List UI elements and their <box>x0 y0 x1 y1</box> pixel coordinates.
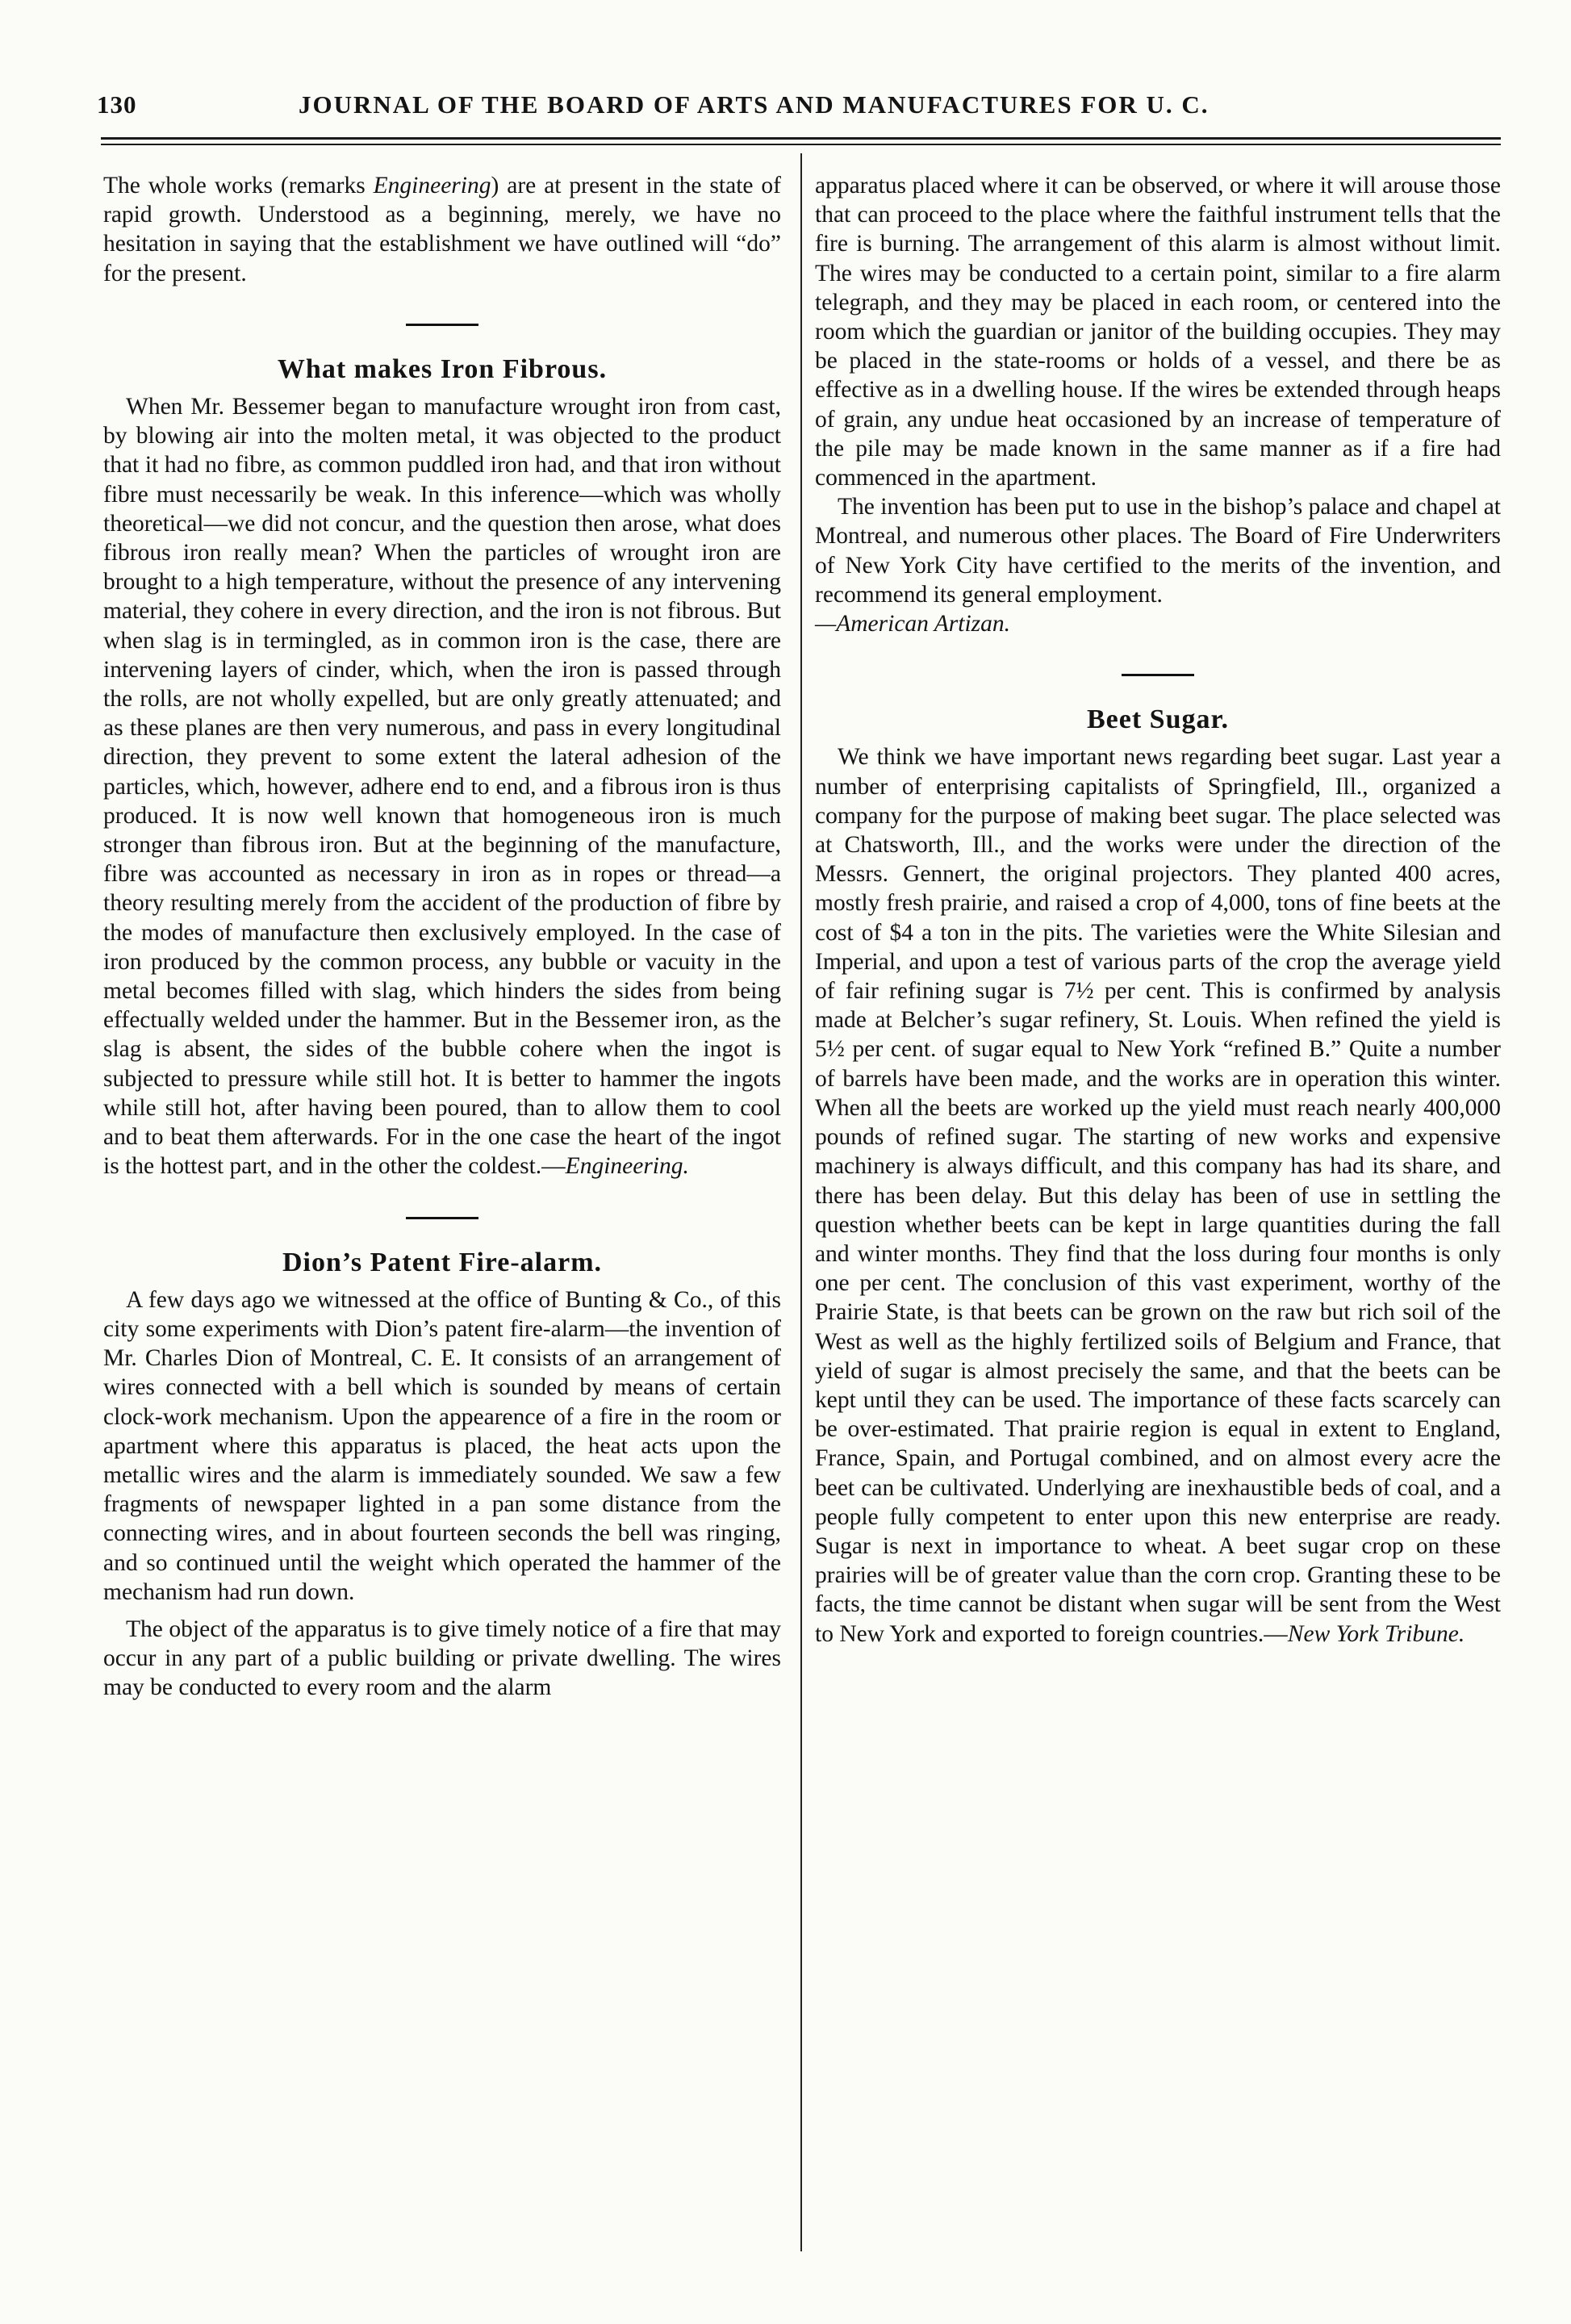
headline-fire-alarm: Dion’s Patent Fire-alarm. <box>282 1247 603 1277</box>
fire-alarm-body-1: A few days ago we witnessed at the office of Bunting & Co., of this city some experiments with Dion’s patent fire-alarm—the invention of Mr. Charles Dion of Montreal, C. E. It consists of an arrangement of wires connected with a bell which is sounded by means of certain clock-work mechanism. Upon the appearence of a fire in the room or apartment where this apparatus is placed, the heat acts upon the metallic wires and the alarm is immediately sounded. We saw a few fragments of newspaper lighted in a pan some distance from the connecting wires, and in about fourteen seconds the bell was ringing, and so continued until the weight which operated the hammer of the mechanism had run down. <box>103 1286 781 1605</box>
running-title: JOURNAL OF THE BOARD OF ARTS AND MANUFACTURES FOR U. C. <box>299 90 1210 119</box>
intro-source: Engineering <box>373 173 491 199</box>
header-rule-thick <box>101 137 1501 140</box>
right-column <box>815 171 1501 1649</box>
section-divider <box>1122 674 1194 676</box>
column-divider <box>800 153 802 2251</box>
fire-alarm-body-4: The invention has been put to use in the bishop’s palace and chapel at Montreal, and numerous other places. The Board of Fire Underwriters of New York City have certified to the merits of the invention, and recommend its general employment. —American Artizan. <box>815 494 1501 637</box>
page-header <box>97 90 1501 127</box>
fire-alarm-body-3: apparatus placed where it can be observed, or where it will arouse those that can proceed to the place where the faithful instrument tells that the fire is burning. The arrangement of this alarm is almost without limit. The wires may be conducted to a certain point, similar to a fire alarm telegraph, and they may be placed in each room, or centered into the room which the guardian or janitor of the building occupies. They may be placed in the state-rooms or holds of a vessel, and there be as effective as in a dwelling house. If the wires be extended through heaps of grain, any undue heat occasioned by an increase of temperature of the pile may be made known in the same manner as if a fire had commenced in the apartment. <box>815 173 1501 491</box>
iron-fibrous-body: When Mr. Bessemer began to manufacture wrought iron from cast, by blowing air into the molten metal, it was objected to the product that it had no fibre, as common puddled iron had, and that iron without fibre must necessarily be weak. In this inference—which was wholly theoretical—we did not concur, and the question then arose, what does fibrous iron really mean? When the particles of wrought iron are brought to a high temperature, without the presence of any intervening material, they cohere in every direction, and the iron is not fibrous. But when slag is in termingled, as in common iron is the case, there are intervening layers of cinder, which, when the iron is passed through the rolls, are not wholly expelled, but are only greatly attenuated; and as these planes are then very numerous, and pass in every longitudinal direction, they prevent to some extent the lateral adhesion of the particles, which, however, adhere end to end, and a fibrous iron is thus produced. It is now well known that homogeneous iron is much stronger than fibrous iron. But at the beginning of the manufacture, fibre was accounted as necessary in iron as in ropes or thread—a theory resulting merely from the accident of the production of fibre by the modes of manufacture then exclusively employed. In the case of iron produced by the common process, any bubble or vacuity in the metal becomes filled with slag, which hinders the sides from being effectually welded under the hammer. But in the Bessemer iron, as the slag is absent, the sides of the bubble cohere when the ingot is subjected to pressure while still hot. It is better to hammer the ingots while still hot, after having been poured, than to allow them to cool and to beat them afterwards. For in the one case the heart of the ingot is the hottest part, and in the other the coldest.—Engineering. <box>103 394 781 1180</box>
intro-paragraph: The whole works (remarks Engineering) are at present in the state of rapid growth. Understood as a beginning, merely, we have no hesitation in saying that the establishment we have outlined will “do” for the present. <box>103 173 781 286</box>
headline-beet-sugar: Beet Sugar. <box>1087 704 1229 735</box>
header-rule-thin <box>101 144 1501 145</box>
headline-iron-fibrous: What makes Iron Fibrous. <box>277 353 608 384</box>
iron-fibrous-credit: Engineering. <box>565 1153 689 1180</box>
fire-alarm-credit: —American Artizan. <box>815 611 1011 637</box>
beet-sugar-credit: New York Tribune. <box>1287 1620 1465 1647</box>
section-divider <box>406 1217 478 1219</box>
fire-alarm-body-2: The object of the apparatus is to give timely notice of a fire that may occur in any part of a public building or private dwelling. The wires may be conducted to every room and the alarm <box>103 1616 781 1701</box>
left-column <box>103 171 781 1703</box>
section-divider <box>406 324 478 326</box>
page-number: 130 <box>97 90 137 119</box>
beet-sugar-body: We think we have important news regarding beet sugar. Last year a number of enterprising capitalists of Springfield, Ill., organized a company for the purpose of making beet sugar. The place selected was at Chatsworth, Ill., and the works were under the direction of the Messrs. Gennert, the original projectors. They planted 400 acres, mostly fresh prairie, and raised a crop of 4,000, tons of fine beets at the cost of $4 a ton in the pits. The varieties were the White Silesian and Imperial, and upon a test of various parts of the crop the average yield of fair refining sugar is 7½ per cent. This is confirmed by analysis made at Belcher’s sugar refinery, St. Louis. When refined the yield is 5½ per cent. of sugar equal to New York “refined B.” Quite a number of barrels have been made, and the works are in operation this winter. When all the beets are worked up the yield must reach nearly 400,000 pounds of refined sugar. The starting of new works and expensive machinery is always difficult, and this company has had its share, and there has been delay. But this delay has been of use in settling the question whether beets can be kept in large quantities during the fall and winter months. They find that the loss during four months is only one per cent. The conclusion of this vast experiment, worthy of the Prairie State, is that beets can be grown on the raw but rich soil of the West as well as the highly fertilized soils of Belgium and France, that yield of sugar is almost precisely the same, and that the beets can be kept until they can be used. The importance of these facts scarcely can be over-estimated. That prairie region is equal in extent to England, France, Spain, and Portugal combined, and on almost every acre the beet can be cultivated. Underlying are inexhaustible beds of coal, and a people fully competent to enter upon this new enterprise are ready. Sugar is next in importance to wheat. A beet sugar crop on these prairies will be of greater value than the corn crop. Granting these to be facts, the time cannot be distant when sugar will be sent from the West to New York and exported to foreign countries.—New York Tribune. <box>815 744 1501 1647</box>
